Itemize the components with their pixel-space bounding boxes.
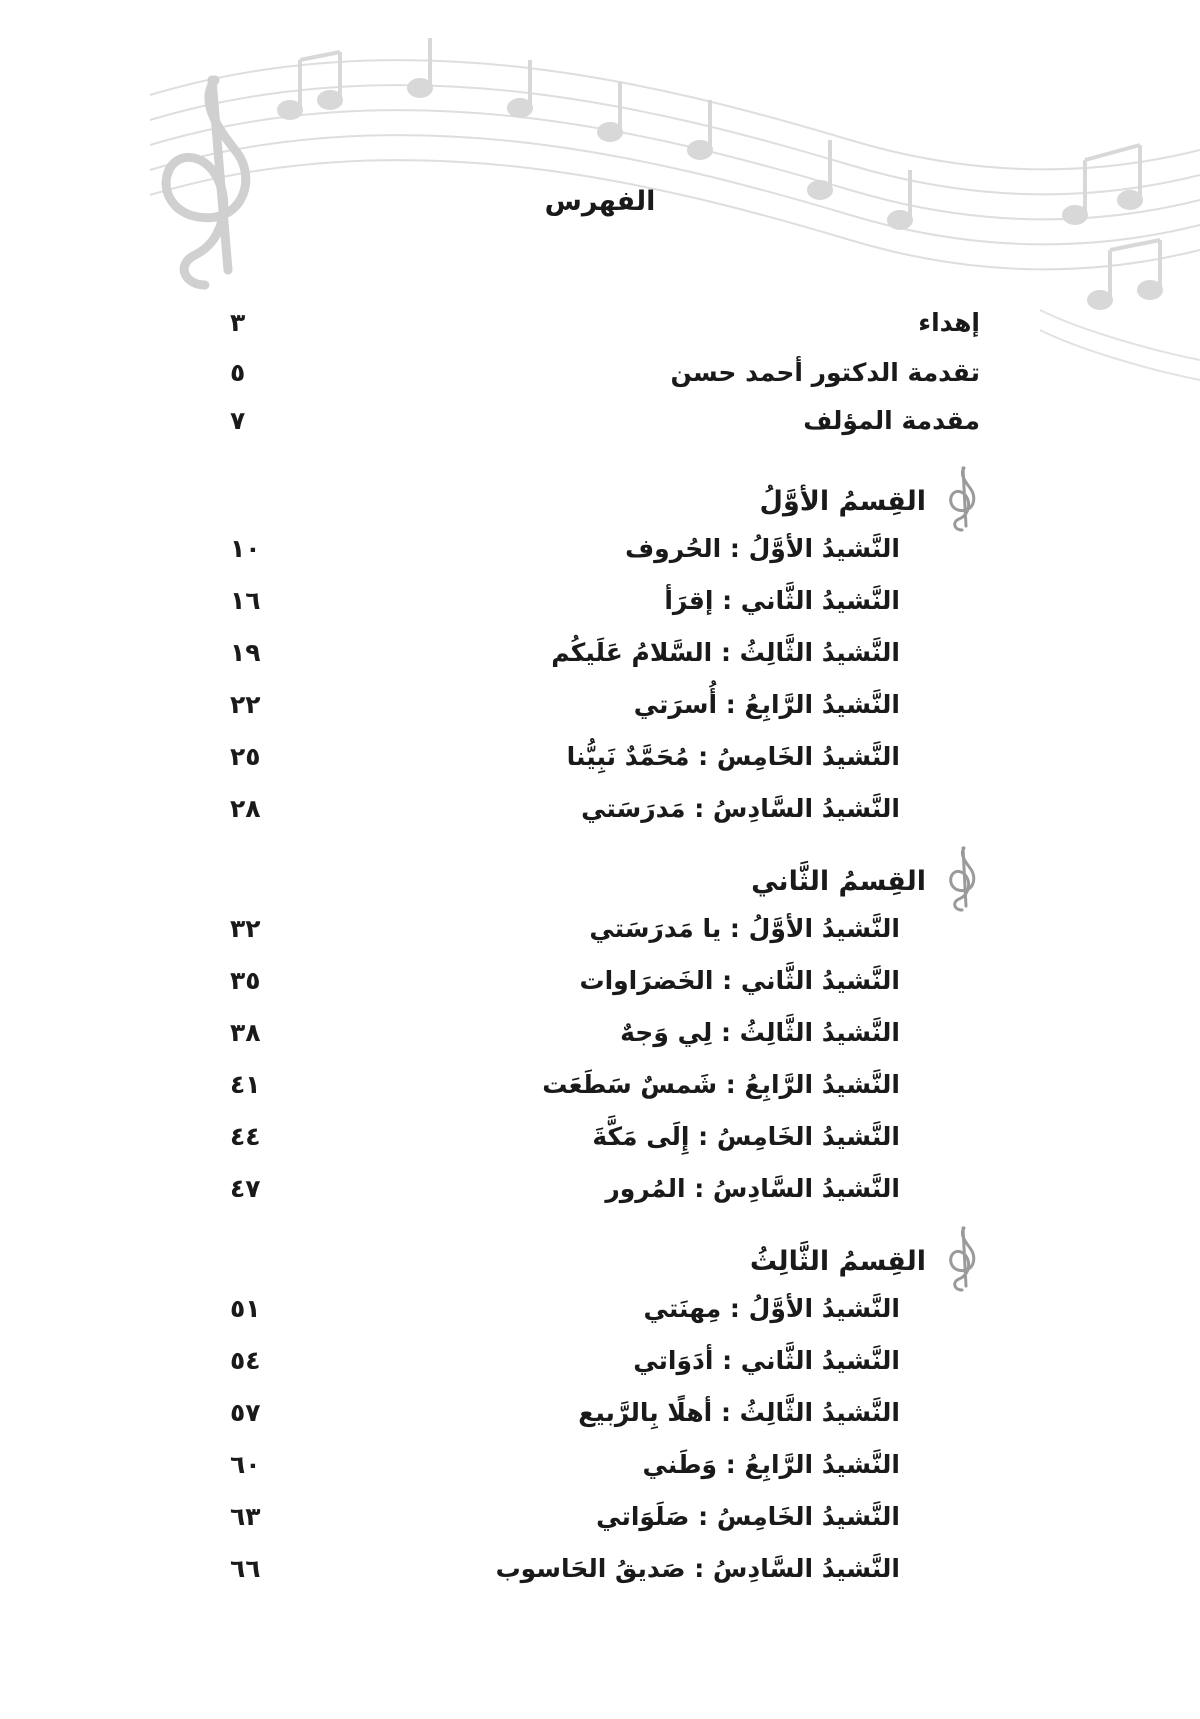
toc-row-label: النَّشيدُ الأوَّلُ : مِهنَتي [643,1293,900,1323]
list-item [230,1494,980,1538]
toc-row-page: ٣٨ [230,1017,261,1047]
section-title: القِسمُ الثَّالِثُ [749,1245,926,1277]
toc-row-label: النَّشيدُ الرَّابِعُ : أُسرَتي [633,689,900,719]
toc-row-label: النَّشيدُ الثَّالِثُ : السَّلامُ عَلَيكُم [551,637,900,667]
list-item [230,1390,980,1434]
list-item [230,1286,980,1330]
toc-row-label: إهداء [918,307,980,337]
section-title: القِسمُ الثَّاني [751,865,926,897]
toc-row-page: ٣٥ [230,965,261,995]
toc-row-label: النَّشيدُ الثَّاني : إقرَأ [664,585,900,615]
toc-row-label: النَّشيدُ الثَّاني : أدَوَاتي [633,1345,900,1375]
toc-row-page: ٥١ [230,1293,261,1323]
toc-row-page: ١٠ [230,533,261,563]
toc-row-label: النَّشيدُ الثَّالِثُ : أهلًا بِالرَّبيع [578,1397,900,1427]
toc-row-label: النَّشيدُ الرَّابِعُ : وَطَني [642,1449,900,1479]
toc-row-page: ٢٢ [230,689,261,719]
section-title: القِسمُ الأوَّلُ [759,485,926,517]
section-heading-2 [230,854,980,908]
list-item [230,1114,980,1158]
toc-row-label: النَّشيدُ الأوَّلُ : يا مَدرَسَتي [589,913,900,943]
toc-row-page: ٣ [230,307,246,337]
section-heading-3 [230,1234,980,1288]
toc-row-page: ٤١ [230,1069,261,1099]
list-item [230,630,980,674]
toc-row-label: النَّشيدُ السَّادِسُ : المُرور [605,1173,900,1203]
list-item [230,682,980,726]
toc-row-page: ٧ [230,405,246,435]
toc-row-page: ٤٧ [230,1173,261,1203]
toc-row-page: ١٦ [230,585,261,615]
toc-row-page: ٣٢ [230,913,261,943]
page-title: الفهرس [544,186,656,217]
toc-row-label: النَّشيدُ الثَّالِثُ : لِي وَجهٌ [620,1017,900,1047]
toc-row-foreword [230,350,980,394]
list-item [230,1338,980,1382]
toc-row-dedication [230,300,980,344]
list-item [230,1442,980,1486]
toc-row-label: النَّشيدُ الرَّابِعُ : شَمسٌ سَطَعَت [542,1069,900,1099]
list-item [230,1010,980,1054]
toc-row-page: ٦٣ [230,1501,261,1531]
list-item [230,578,980,622]
list-item [230,734,980,778]
toc-row-preface [230,398,980,442]
toc-row-label: مقدمة المؤلف [803,405,980,435]
toc-row-label: النَّشيدُ الخَامِسُ : مُحَمَّدٌ نَبِيُّنا [566,741,900,771]
toc-row-label: النَّشيدُ الخَامِسُ : إِلَى مَكَّةَ [592,1121,900,1151]
toc-row-label: النَّشيدُ الأوَّلُ : الحُروف [625,533,900,563]
section-heading-1 [230,474,980,528]
toc-row-label: تقدمة الدكتور أحمد حسن [670,357,980,387]
list-item [230,1546,980,1590]
toc-row-page: ٥٤ [230,1345,261,1375]
toc-row-page: ١٩ [230,637,261,667]
toc-row-page: ٥ [230,357,246,387]
toc-row-label: النَّشيدُ الثَّاني : الخَضرَاوات [579,965,900,995]
toc-row-page: ٢٨ [230,793,261,823]
list-item [230,786,980,830]
toc-row-page: ٦٠ [230,1449,261,1479]
toc-row-page: ٥٧ [230,1397,261,1427]
toc-row-label: النَّشيدُ السَّادِسُ : صَديقُ الحَاسوب [495,1553,900,1583]
toc-row-page: ٢٥ [230,741,261,771]
toc-row-label: النَّشيدُ السَّادِسُ : مَدرَسَتي [581,793,900,823]
list-item [230,526,980,570]
toc-row-page: ٤٤ [230,1121,261,1151]
list-item [230,1166,980,1210]
list-item [230,906,980,950]
toc-row-label: النَّشيدُ الخَامِسُ : صَلَوَاتي [596,1501,900,1531]
list-item [230,958,980,1002]
toc-row-page: ٦٦ [230,1553,261,1583]
list-item [230,1062,980,1106]
